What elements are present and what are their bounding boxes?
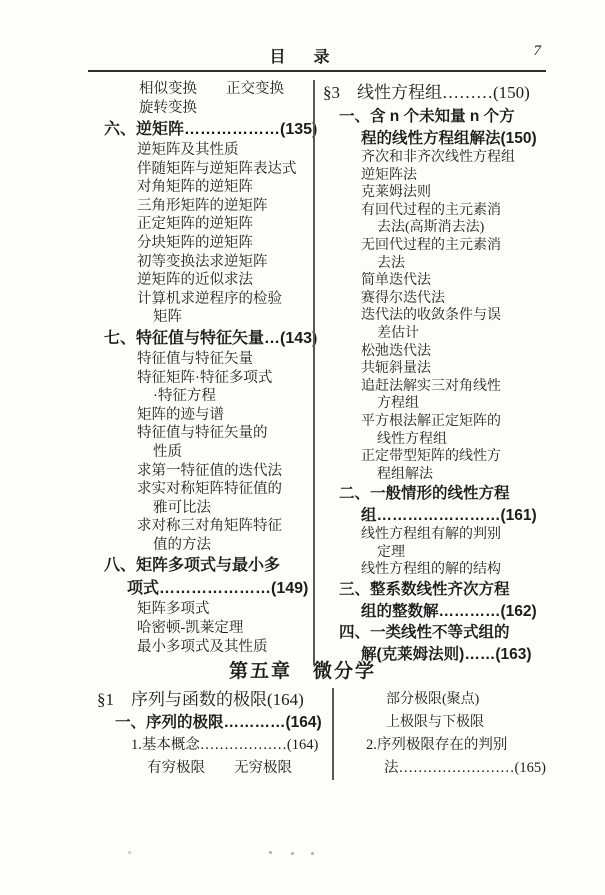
toc-line: 无回代过程的主元素消	[361, 237, 501, 253]
toc-line: §3 线性方程组………(150)	[323, 83, 530, 102]
toc-line: 正定矩阵的逆矩阵	[137, 216, 253, 233]
toc-line: 迭代法的收敛条件与误	[361, 308, 501, 324]
toc-line: ·特征方程	[153, 388, 216, 405]
toc-line: 值的方法	[153, 536, 211, 553]
toc-line: 克莱姆法则	[361, 185, 431, 201]
toc-line: 计算机求逆程序的检验	[137, 290, 282, 307]
toc-line: 线性方程组有解的判别	[361, 527, 501, 543]
toc-line: 简单迭代法	[361, 273, 431, 289]
toc-line: 解(克莱姆法则)……(163)	[361, 645, 532, 663]
toc-line: 最小多项式及其性质	[137, 638, 268, 655]
toc-bottom-columns	[95, 688, 565, 780]
toc-line: 正定带型矩阵的线性方	[361, 449, 501, 465]
toc-line: 二、一般情形的线性方程	[339, 485, 510, 503]
toc-line: 特征值与特征矢量的	[137, 425, 268, 442]
toc-line: 松弛迭代法	[361, 343, 431, 359]
toc-line: 八、矩阵多项式与最小多	[104, 557, 281, 575]
toc-line: 组……………………(161)	[361, 506, 537, 524]
toc-line: 六、逆矩阵………………(135)	[104, 121, 318, 138]
toc-line: 逆矩阵及其性质	[137, 142, 239, 158]
toc-left-column	[95, 80, 318, 656]
toc-line: 一、含 n 个未知量 n 个方	[339, 108, 515, 125]
toc-line: 程的线性方程组解法(150)	[361, 129, 537, 147]
toc-line: 求第一特征值的迭代法	[137, 462, 282, 479]
page-title: 目 录	[269, 49, 336, 66]
toc-main-columns	[95, 80, 565, 665]
toc-line: 七、特征值与特征矢量…(143)	[104, 329, 318, 347]
scan-speck	[128, 851, 131, 854]
toc-line: 程组解法	[377, 466, 433, 482]
header-rule	[88, 70, 546, 72]
toc-line: 组的整数解…………(162)	[361, 602, 537, 620]
toc-line: 三、整系数线性齐次方程	[339, 581, 510, 599]
toc-line: 平方根法解正定矩阵的	[361, 413, 501, 429]
toc-line: 线性方程组的解的结构	[361, 562, 501, 578]
toc-line: §1 序列与函数的极限(164)	[97, 690, 304, 709]
toc-line: 定理	[377, 544, 405, 560]
toc-line: 2.序列极限存在的判别	[366, 737, 508, 753]
toc-line: 1.基本概念………………(164)	[131, 737, 319, 753]
toc-line: 去法	[377, 255, 405, 271]
toc-line: 相似变换 正交变换	[139, 81, 284, 97]
scan-speck	[291, 852, 294, 855]
toc-line: 法……………………(165)	[384, 760, 546, 776]
toc-line: 部分极限(聚点)	[386, 692, 480, 707]
toc-line: 求实对称矩阵特征值的	[137, 481, 282, 498]
toc-line: 差估计	[377, 325, 419, 341]
toc-line: 矩阵多项式	[137, 601, 210, 618]
toc-line: 上极限与下极限	[386, 715, 484, 730]
scan-speck	[311, 852, 314, 855]
toc-line: 旋转变换	[139, 100, 197, 116]
toc-line: 赛得尔迭代法	[361, 290, 445, 306]
toc-line: 求对称三对角矩阵特征	[137, 518, 282, 535]
page-number: 7	[533, 43, 541, 59]
chapter-heading: 第五章 微分学	[228, 661, 376, 682]
toc-line: 有穷极限 无穷极限	[147, 760, 292, 776]
toc-line: 共轭斜量法	[361, 361, 431, 377]
toc-line: 一、序列的极限…………(164)	[115, 714, 322, 731]
toc-line: 有回代过程的主元素消	[361, 202, 501, 218]
toc-line: 分块矩阵的逆矩阵	[137, 234, 253, 251]
toc-line: 四、一类线性不等式组的	[339, 624, 510, 642]
toc-line: 特征矩阵·特征多项式	[137, 369, 273, 386]
toc-line: 齐次和非齐次线性方程组	[361, 150, 515, 165]
toc-line: 矩阵的迹与谱	[137, 406, 224, 423]
toc-right-column	[313, 80, 561, 665]
toc-bottom-right-column	[332, 688, 565, 780]
toc-line: 伴随矩阵与逆矩阵表达式	[137, 160, 297, 177]
toc-line: 追赶法解实三对角线性	[361, 378, 501, 394]
toc-bottom-left-column	[95, 688, 330, 780]
toc-line: 逆矩阵法	[361, 167, 417, 183]
toc-line: 性质	[153, 443, 182, 460]
toc-line: 方程组	[377, 396, 419, 412]
toc-line: 雅可比法	[153, 499, 211, 516]
toc-line: 三角形矩阵的逆矩阵	[137, 197, 268, 214]
toc-line: 线性方程组	[377, 431, 447, 447]
toc-line: 去法(高斯消去法)	[377, 220, 485, 236]
toc-line: 逆矩阵的近似求法	[137, 272, 253, 289]
toc-line: 初等变换法求逆矩阵	[137, 253, 268, 270]
scan-speck	[269, 851, 272, 854]
toc-line: 哈密顿-凯莱定理	[137, 620, 244, 637]
toc-line: 特征值与特征矢量	[137, 350, 253, 367]
toc-line: 项式…………………(149)	[127, 580, 309, 598]
toc-line: 对角矩阵的逆矩阵	[137, 179, 253, 196]
toc-line: 矩阵	[153, 309, 182, 326]
